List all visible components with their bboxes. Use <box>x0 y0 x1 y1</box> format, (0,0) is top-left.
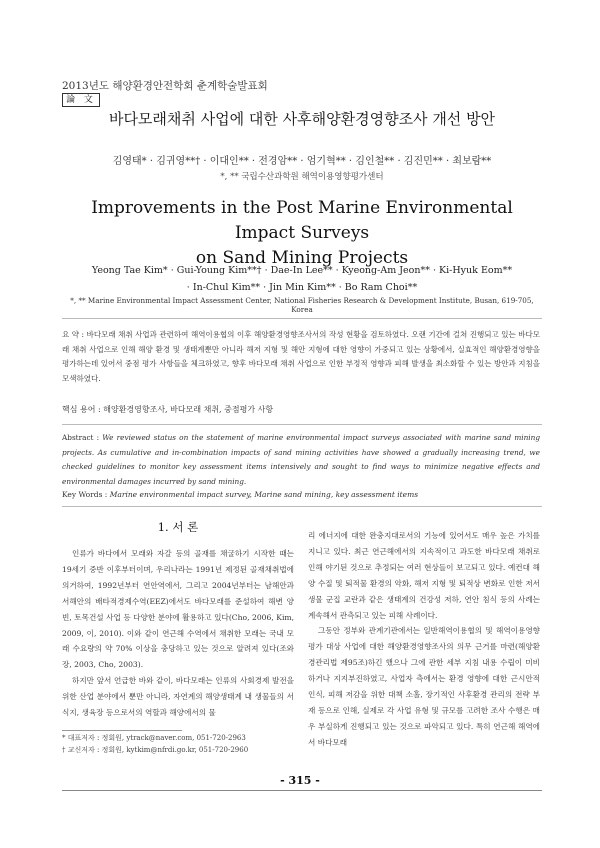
paper-type-label: 論 文 <box>62 93 100 107</box>
page-number: - 315 - <box>280 774 320 787</box>
title-korean: 바다모래채취 사업에 대한 사후해양환경영향조사 개선 방안 <box>108 110 496 128</box>
right-paragraph-1: 리 에너지에 대한 완충지대로서의 기능에 있어서도 매우 높은 가치를 지니고 있다. 최근 연근해에서의 지속적이고 과도한 바다모래 채취로 인해 야기된 것으로 추정되는 여러 현상들이 보고되고 있다. 예컨대 해양 수질 및 퇴적물 환경의 악화, 해저 지형 및 퇴적상 변화로 인한 저서생물 군집 교란과 같은 생태계의 건강성 저하, 연안 침식 등의 사례는 계속해서 관측되고 있는 피해 사례이다. <box>308 531 540 620</box>
abstract-english <box>62 431 540 489</box>
authors-english-line1: Yeong Tae Kim* · Gui-Young Kim**† · Dae-In Lee** · Kyeong-Am Jeon** · Ki-Hyuk Eom** <box>91 265 513 276</box>
keywords-english-body: Marine environmental impact survey, Marine sand mining, key assessment items <box>109 490 419 499</box>
left-paragraph-1: 인류가 바다에서 모래와 자갈 등의 골재를 채굴하기 시작한 때는 19세기 중반 이후부터이며, 우리나라는 1991년 제정된 골재채취법에 의거하여, 1992년부터 연안역에서, 그리고 2004년부터는 남해안과 서해안의 배타적경제수역(EEZ)에서도 바다모래를 준설하여 해변 양빈, 토목건설 사업 등 다양한 분야에 활용하고 있다(Cho, 2006, Kim, 2009, 이, 2010). 이와 같이 연근해 수역에서 채취한 모래는 국내 모래 수요량의 약 70% 이상을 충당하고 있는 것으로 알려져 있다(조와 장, 2003, Cho, 2003). <box>62 549 294 670</box>
affiliation-korean: *, ** 국립수산과학원 해역이용영향평가센터 <box>220 172 384 182</box>
divider-mid <box>62 424 542 425</box>
footnote-divider <box>62 730 182 731</box>
authors-english-line2: · In-Chul Kim** · Jin Min Kim** · Bo Ram Choi** <box>186 282 418 293</box>
keywords-english <box>62 490 418 499</box>
keywords-english-lead: Key Words : <box>62 490 110 499</box>
left-paragraph-2: 하지만 앞서 언급한 바와 같이, 바다모래는 인류의 사회경제 발전을 위한 산업 분야에서 뿐만 아니라, 자연계의 해양생태계 내 생물들의 서식지, 생육장 등으로서의 역할과 해양에서의 물 <box>62 676 294 718</box>
affiliation-english: *, ** Marine Environmental Impact Assessment Center, National Fisheries Research & Development Institute, Busan, 619-705, Korea <box>70 296 534 314</box>
keywords-korean: 핵심 용어 : 해양환경영향조사, 바다모래 채취, 중점평가 사항 <box>62 405 274 414</box>
left-column <box>62 546 294 721</box>
abstract-english-lead: Abstract : <box>62 433 103 442</box>
right-column <box>308 528 540 751</box>
section-title-intro: 1. 서 론 <box>157 520 199 534</box>
page-bottom-rule <box>62 790 542 791</box>
footnotes <box>62 733 248 756</box>
divider-top <box>62 318 542 319</box>
conference-header: 2013년도 해양환경안전학회 춘계학술발표회 <box>62 80 268 92</box>
footnote-corresponding: * 대표저자 : 정회원, ytrack@naver.com, 051-720-2963 <box>62 734 246 742</box>
abstract-korean: 요 약 : 바다모래 채취 사업과 관련하여 해역이용협의 이후 해양환경영향조사서의 작성 현황을 검토하였다. 오랜 기간에 걸쳐 진행되고 있는 바다모래 채취 사업으로 인해 해양 환경 및 생태계뿐만 아니라 해저 지형 및 해안 지형에 대한 영향이 가중되고 있는 상황에서, 실효적인 해양환경영향을 평가하는데 있어서 중점 평가 사항들을 체크하였고, 향후 바다모래 채취 사업으로 인한 부정적 영향과 피해 발생을 최소화할 수 있는 방안과 지침을 모색하였다. <box>62 330 540 383</box>
authors-korean: 김영태* · 김귀영**† · 이대인** · 전경암** · 엄기혁** · 김인철** · 김진민** · 최보람** <box>112 156 492 167</box>
footnote-contact: † 교신저자 : 정회원, kytkim@nfrdi.go.kr, 051-720-2960 <box>62 745 249 754</box>
title-english-line1: Improvements in the Post Marine Environmental Impact Surveys <box>91 198 513 243</box>
right-paragraph-2: 그동안 정부와 관계기관에서는 일반해역이용협의 및 해역이용영향평가 대상 사업에 대한 해양환경영향조사의 의무 근거를 마련(해양환경관리법 제95조)하긴 했으나 그에 관한 세부 지침 내용 수립이 미비하거나 지지부진하였고, 사업자 측에서는 환경 영향에 대한 근시안적 인식, 피해 저감을 위한 대책 소홀, 장기적인 사후환경 관리의 전략 부재 등으로 인해, 실제로 각 사업 유형 및 규모를 고려한 조사 수행은 매우 부실하게 진행되고 있는 것으로 파악되고 있다. 특히 연근해 해역에서 바다모래 <box>308 626 540 747</box>
abstract-english-body: We reviewed status on the statement of marine environmental impact surveys associated with marine sand mining projects. As cumulative and in-combination impacts of sand mining activities have showed a gradually increasing trend, we checked guidelines to monitor key assessment items intensively and sought to find ways to minimize negative effects and environmental damages incurred by sand mining. <box>62 433 541 486</box>
title-english <box>62 196 542 271</box>
title-english-line2: on Sand Mining Projects <box>195 248 409 268</box>
divider-bottom <box>62 506 542 507</box>
authors-english <box>62 262 542 296</box>
